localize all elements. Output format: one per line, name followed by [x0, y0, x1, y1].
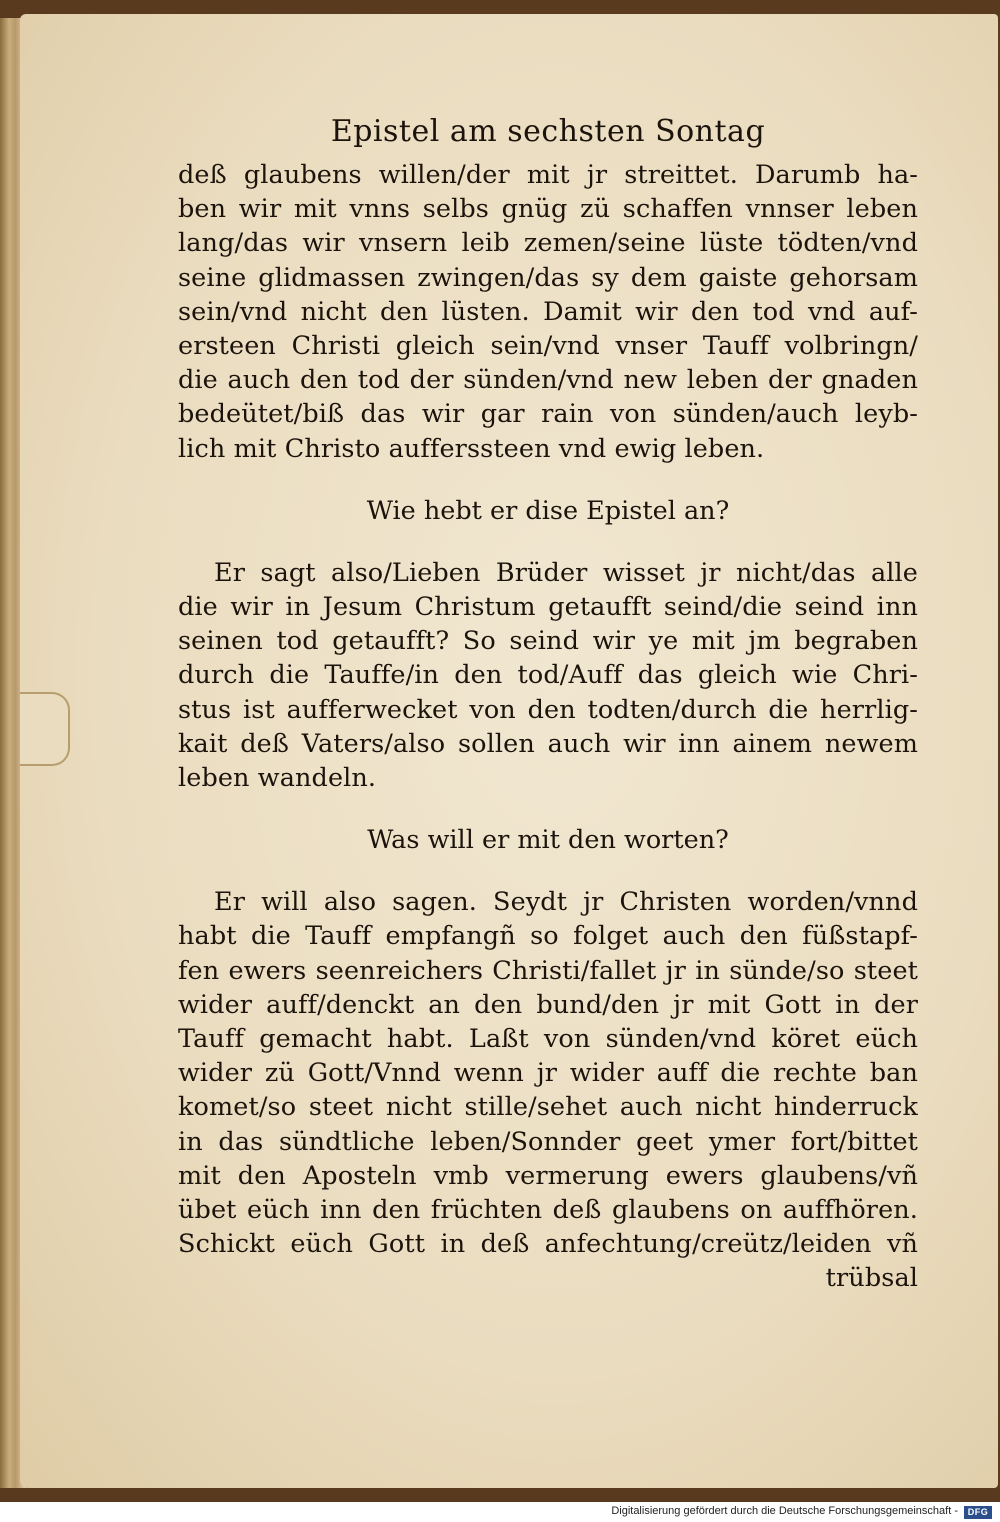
text-line: mit den Aposteln vmb vermerung ewers glaubens/vñ: [178, 1160, 918, 1191]
paragraph-3: [178, 885, 918, 1295]
text-line: kait deß Vaters/also sollen auch wir inn ainem newem: [178, 728, 918, 759]
text-line: fen ewers seenreichers Christi/fallet jr in sünde/so steet: [178, 955, 918, 986]
paragraph-2: [178, 556, 918, 795]
text-line: seinen tod getaufft? So seind wir ye mit jm begraben: [178, 626, 918, 657]
text-line: durch die Tauffe/in den tod/Auff das gleich wie Chri-: [178, 660, 918, 691]
text-line: wider auff/denckt an den bund/den jr mit Gott in der: [178, 989, 918, 1020]
text-line: stus ist aufferwecket von den todten/durch die herrlig-: [178, 694, 918, 725]
question-heading-1: Wie hebt er dise Epistel an?: [366, 495, 730, 526]
text-line: habt die Tauff empfangñ so folget auch den füßstapf-: [178, 921, 918, 952]
text-line: leben wandeln.: [178, 763, 377, 794]
text-line: Er sagt also/Lieben Brüder wisset jr nicht/das alle: [214, 557, 918, 588]
footer-bar: [0, 1502, 1000, 1522]
text-line: die auch den tod der sünden/vnd new leben der gnaden: [178, 365, 918, 396]
text-line: wider zü Gott/Vnnd wenn jr wider auff die rechte ban: [178, 1058, 918, 1089]
text-line: lich mit Christo aufferssteen vnd ewig leben.: [178, 433, 765, 464]
text-line: übet eüch inn den früchten deß glaubens on auffhören.: [178, 1195, 918, 1226]
text-line: Er will also sagen. Seydt jr Christen worden/vnnd: [214, 887, 918, 918]
text-line: Schickt eüch Gott in deß anfechtung/creütz/leiden vñ: [178, 1229, 918, 1260]
page-tab-marker: [20, 692, 70, 766]
text-line: ben wir mit vnns selbs gnüg zü schaffen vnnser leben: [178, 194, 918, 225]
text-line: in das sündtliche leben/Sonnder geet ymer fort/bittet: [178, 1126, 918, 1157]
text-line: lang/das wir vnsern leib zemen/seine lüste tödten/vnd: [178, 228, 918, 259]
text-line: ersteen Christi gleich sein/vnd vnser Tauff volbringn/: [178, 331, 918, 362]
dfg-logo: DFG: [964, 1506, 992, 1519]
running-header: Epistel am sechsten Sontag: [330, 114, 766, 149]
question-heading-2: Was will er mit den worten?: [367, 825, 729, 856]
text-line: Tauff gemacht habt. Laßt von sünden/vnd köret eüch: [178, 1024, 918, 1055]
funding-credit: Digitalisierung gefördert durch die Deutsche Forschungsgemeinschaft -: [611, 1505, 958, 1517]
text-line: sein/vnd nicht den lüsten. Damit wir den tod vnd auf-: [178, 296, 918, 327]
text-line: bedeütet/biß das wir gar rain von sünden/auch leyb-: [178, 399, 918, 430]
catchword: trübsal: [825, 1263, 918, 1294]
text-line: komet/so steet nicht stille/sehet auch nicht hinderruck: [178, 1092, 918, 1123]
page-content: [178, 112, 918, 1296]
paragraph-1: [178, 158, 918, 466]
text-line: die wir in Jesum Christum getaufft seind/die seind inn: [178, 592, 918, 623]
text-line: deß glaubens willen/der mit jr streittet. Darumb ha-: [178, 160, 918, 190]
text-line: seine glidmassen zwingen/das sy dem gaiste gehorsam: [178, 262, 918, 293]
